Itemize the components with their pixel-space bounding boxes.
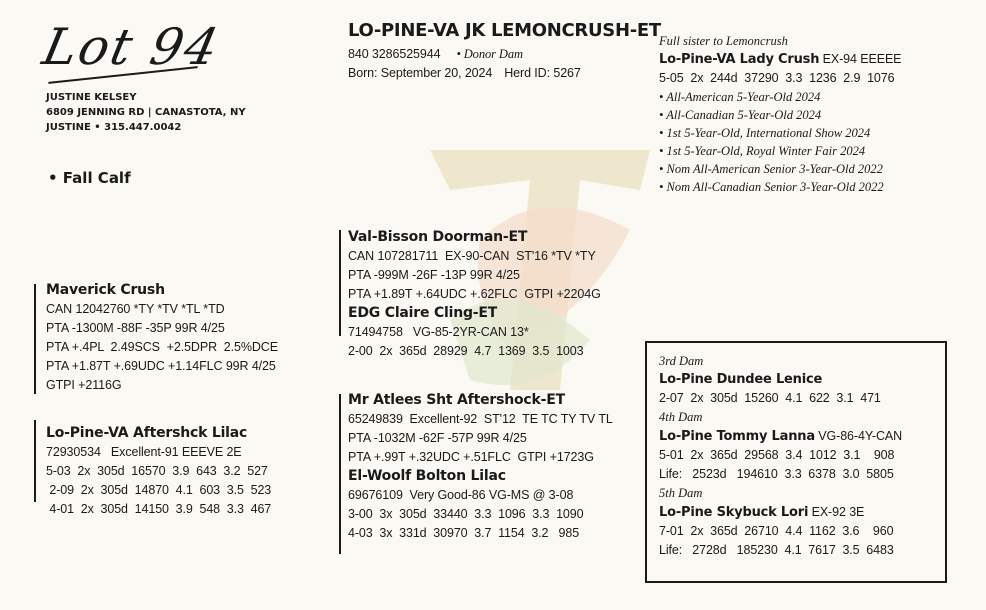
paternal-granddam-line: 71494758 VG-85-2YR-CAN 13* [348,325,529,339]
sire-line: CAN 12042760 *TY *TV *TL *TD [46,302,225,316]
fifth-dam-name-row [659,502,902,522]
birth-date: Born: September 20, 2024 [348,66,493,80]
sire-line: PTA -1300M -88F -35P 99R 4/25 [46,321,225,335]
sister-name: Lo-Pine-VA Lady Crush [659,52,820,67]
third-dam-caption: 3rd Dam [659,354,704,368]
paternal-granddam-name: EDG Claire Cling-ET [348,305,498,321]
maternal-grandsire-line: 65249839 Excellent-92 ST'12 TE TC TY TV TL [348,412,613,426]
sister-honor: • 1st 5-Year-Old, Royal Winter Fair 2024 [659,144,866,158]
consignor-contact: JUSTINE • 315.447.0042 [46,122,182,133]
maternal-grandsire-line: PTA +.99T +.32UDC +.51FLC GTPI +1723G [348,450,594,464]
sister-score: EX-94 EEEEE [819,52,902,66]
fourth-dam-name-row [659,426,902,446]
fifth-dam-score: EX-92 3E [808,505,865,519]
sister-honor: • 1st 5-Year-Old, International Show 2024 [659,126,871,140]
sire-section [46,281,278,395]
fifth-dam-name: Lo-Pine Skybuck Lori [659,505,809,520]
third-dam-record: 2-07 2x 305d 15260 4.1 622 3.1 471 [659,391,881,405]
sister-honor: • All-Canadian 5-Year-Old 2024 [659,108,822,122]
fifth-dam-caption: 5th Dam [659,486,703,500]
animal-id: 840 3286525944 [348,47,441,61]
third-dam-name: Lo-Pine Dundee Lenice [659,372,823,387]
dam-line: 2-09 2x 305d 14870 4.1 603 3.5 523 [46,483,272,497]
dams-box-content [659,352,902,560]
maternal-granddam-name: El-Woolf Bolton Lilac [348,468,506,484]
paternal-bracket [339,230,341,336]
sister-caption: Full sister to Lemoncrush [659,34,788,48]
dam-name: Lo-Pine-VA Aftershck Lilac [46,425,248,441]
maternal-grandsire-line: PTA -1032M -62F -57P 99R 4/25 [348,431,527,445]
maternal-granddam-line: 3-00 3x 305d 33440 3.3 1096 3.3 1090 [348,507,584,521]
dam-line: 72930534 Excellent-91 EEEVE 2E [46,445,242,459]
fifth-dam-record: 7-01 2x 365d 26710 4.4 1162 3.6 960 [659,524,894,538]
consignor-name: JUSTINE KELSEY [46,92,137,103]
fourth-dam-record: 5-01 2x 365d 29568 3.4 1012 3.1 908 [659,448,895,462]
maternal-grandparents [348,391,613,543]
lot-number: Lot 94 [37,18,226,76]
dam-section [46,424,271,519]
paternal-grandparents [348,228,601,361]
animal-name: LO-PINE-VA JK LEMONCRUSH-ET [348,20,661,41]
birth-row [348,64,581,83]
sister-honor: • Nom All-American Senior 3-Year-Old 2022 [659,162,883,176]
paternal-granddam-line: 2-00 2x 365d 28929 4.7 1369 3.5 1003 [348,344,584,358]
sister-honor: • All-American 5-Year-Old 2024 [659,90,821,104]
sister-name-row [659,50,901,69]
dam-line: 4-01 2x 305d 14150 3.9 548 3.3 467 [46,502,272,516]
paternal-grandsire-line: CAN 107281711 EX-90-CAN ST'16 *TV *TY [348,249,596,263]
paternal-grandsire-line: PTA +1.89T +.64UDC +.62FLC GTPI +2204G [348,287,601,301]
fourth-dam-lifetime: Life: 2523d 194610 3.3 6378 3.0 5805 [659,467,894,481]
paternal-grandsire-line: PTA -999M -26F -13P 99R 4/25 [348,268,520,282]
fourth-dam-caption: 4th Dam [659,410,703,424]
sire-line: PTA +1.87T +.69UDC +1.14FLC 99R 4/25 [46,359,276,373]
fifth-dam-lifetime: Life: 2728d 185230 4.1 7617 3.5 6483 [659,543,894,557]
sister-record: 5-05 2x 244d 37290 3.3 1236 2.9 1076 [659,71,895,85]
maternal-granddam-line: 69676109 Very Good-86 VG-MS @ 3-08 [348,488,574,502]
sire-name: Maverick Crush [46,282,165,298]
consignor-address: 6809 JENNING RD | CANASTOTA, NY [46,107,246,118]
herd-id: Herd ID: 5267 [504,66,581,80]
paternal-grandsire-name: Val-Bisson Doorman-ET [348,229,528,245]
sister-honor: • Nom All-Canadian Senior 3-Year-Old 2022 [659,180,884,194]
maternal-grandsire-name: Mr Atlees Sht Aftershock-ET [348,392,565,408]
dam-line: 5-03 2x 305d 16570 3.9 643 3.2 527 [46,464,268,478]
full-sister-section [659,33,901,196]
fourth-dam-score: VG-86-4Y-CAN [814,429,903,443]
dam-bracket [34,420,36,502]
sire-bracket [34,284,36,394]
sire-line: PTA +.4PL 2.49SCS +2.5DPR 2.5%DCE [46,340,278,354]
consignor-block [46,90,246,135]
sire-line: GTPI +2116G [46,378,122,392]
maternal-granddam-line: 4-03 3x 331d 30970 3.7 1154 3.2 985 [348,526,580,540]
maternal-bracket [339,394,341,554]
donor-dam-tag: • Donor Dam [456,47,523,61]
animal-id-row [348,45,523,64]
category-label: • Fall Calf [48,169,131,187]
fourth-dam-name: Lo-Pine Tommy Lanna [659,429,815,444]
